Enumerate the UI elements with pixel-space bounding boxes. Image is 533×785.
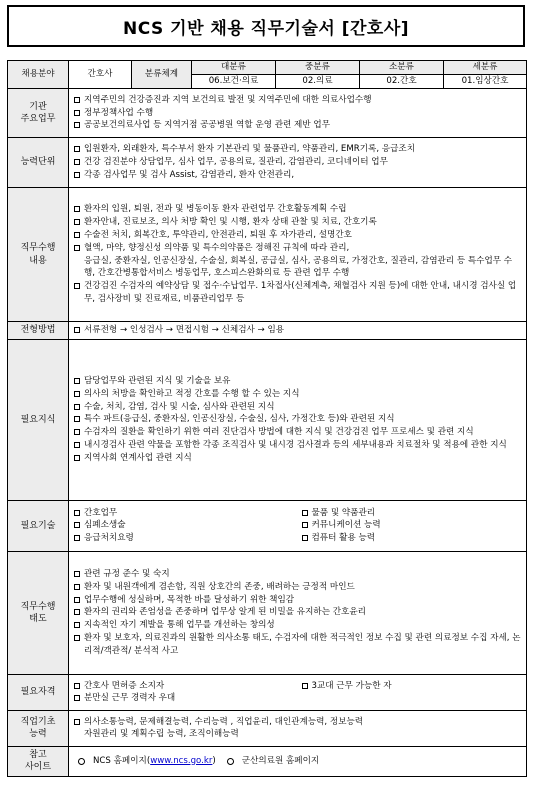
checkbox-icon	[74, 695, 80, 701]
list-item: 컴퓨터 활용 능력	[300, 532, 524, 545]
ability-units-label: 능력단위	[8, 138, 69, 188]
reference-items	[69, 746, 527, 776]
ability-units-items	[69, 138, 527, 188]
list-item: 지역주민의 건강증진과 지역 보건의료 발전 및 지역주민에 대한 의료사업수행	[72, 94, 523, 107]
qualifications-items	[69, 674, 527, 710]
ncs-prefix: NCS 홈페이지(	[93, 755, 151, 766]
list-item: 수술, 처치, 감염, 검사 및 시술, 심사와 관련된 지식	[72, 401, 523, 414]
list-item: 혈액, 마약, 향정신성 의약품 및 특수의약품은 정해진 규칙에 따라 관리, 응급실, 중환자실, 인공신장실, 수술실, 회복실, 공급실, 심사, 공용의료, 가정간호, 질관리, 감염관리 등 특수업무 수행, 간호간병통합서비스 병동업무, 호스피스완화의료 등 관련 업무 수행	[72, 242, 523, 281]
level-minor-value: 02.간호	[360, 75, 444, 89]
list-item: 수검자의 질환을 확인하기 위한 여러 진단검사 방법에 대한 지식 및 건강검진 업무 프로세스 및 관련 지식	[72, 426, 523, 439]
checkbox-icon	[74, 597, 80, 603]
basic-skills-items	[69, 710, 527, 746]
level-detail-label: 세분류	[444, 61, 527, 75]
checkbox-icon	[74, 429, 80, 435]
checkbox-icon	[74, 442, 80, 448]
circle-bullet-icon	[227, 758, 234, 765]
field-label: 채용분야	[8, 61, 69, 89]
checkbox-icon	[74, 683, 80, 689]
list-item: 간호사 면허증 소지자	[72, 680, 296, 693]
main-work-label-text: 기관 주요업무	[20, 101, 56, 124]
reference-label	[8, 746, 69, 776]
level-detail-value: 01.임상간호	[444, 75, 527, 89]
checkbox-icon	[74, 404, 80, 410]
basic-skills-label-text: 직업기초 능력	[20, 717, 56, 740]
list-item: 환자안내, 진료보조, 의사 처방 확인 및 시행, 환자 상태 관찰 및 치료, 간호기록	[72, 216, 523, 229]
skills-label: 필요기술	[8, 500, 69, 551]
qualifications-label: 필요자격	[8, 674, 69, 710]
list-item: 의사의 처방을 확인하고 적정 간호를 수행 할 수 있는 지식	[72, 388, 523, 401]
level-middle-label: 중분류	[276, 61, 360, 75]
checkbox-icon	[74, 584, 80, 590]
list-item: 정부정책사업 수행	[72, 107, 523, 120]
checkbox-icon	[74, 245, 80, 251]
list-item: 각종 검사업무 및 검사 Assist, 감염관리, 환자 안전관리,	[72, 169, 523, 182]
checkbox-icon	[302, 522, 308, 528]
checkbox-icon	[74, 522, 80, 528]
hospital-site[interactable]: 군산의료원 홈페이지	[241, 755, 320, 766]
list-item: 서류전형 → 인성검사 → 면접시험 → 신체검사 → 임용	[72, 324, 523, 337]
checkbox-icon	[302, 535, 308, 541]
list-item: 의사소통능력, 문제해결능력, 수리능력 , 직업윤리, 대인관계능력, 정보능력 자원관리 및 계획수립 능력, 조직이해능력	[72, 716, 523, 742]
checkbox-icon	[74, 327, 80, 333]
classification-label: 분류체계	[132, 61, 192, 89]
attitude-items	[69, 551, 527, 674]
level-major-value: 06.보건·의료	[192, 75, 276, 89]
checkbox-icon	[74, 97, 80, 103]
checkbox-icon	[302, 510, 308, 516]
checkbox-icon	[74, 622, 80, 628]
checkbox-icon	[74, 146, 80, 152]
hiring-process-items	[69, 322, 527, 340]
knowledge-label: 필요지식	[8, 339, 69, 500]
list-item: 환자의 권리와 존엄성을 존중하며 업무상 알게 된 비밀을 유지하는 간호윤리	[72, 606, 523, 619]
checkbox-icon	[74, 635, 80, 641]
attitude-label	[8, 551, 69, 674]
basic-skills-label	[8, 710, 69, 746]
checkbox-icon	[74, 719, 80, 725]
list-item: 물품 및 약품관리	[300, 507, 524, 520]
skills-items	[69, 500, 527, 551]
field-value: 간호사	[69, 61, 132, 89]
checkbox-icon	[74, 609, 80, 615]
list-item: 심폐소생술	[72, 519, 296, 532]
checkbox-icon	[74, 378, 80, 384]
list-item: 환자의 입원, 퇴원, 전과 및 병동이동 환자 관련업무 간호활동계획 수립	[72, 203, 523, 216]
knowledge-items	[69, 339, 527, 500]
level-middle-value: 02.의료	[276, 75, 360, 89]
list-item: 3교대 근무 가능한 자	[300, 680, 524, 693]
job-content-items	[69, 188, 527, 322]
checkbox-icon	[74, 110, 80, 116]
checkbox-icon	[74, 219, 80, 225]
document-title: NCS 기반 채용 직무기술서 [간호사]	[7, 5, 525, 47]
list-item: 관련 규정 준수 및 숙지	[72, 568, 523, 581]
ncs-suffix: )	[212, 755, 216, 766]
list-item: 내시경검사 관련 약물을 포함한 각종 조직검사 및 내시경 검사결과 등의 세부내용과 치료절차 및 적용에 관한 지식	[72, 439, 523, 452]
checkbox-icon	[74, 416, 80, 422]
checkbox-icon	[74, 391, 80, 397]
checkbox-icon	[74, 172, 80, 178]
list-item: 입원환자, 외래환자, 특수부서 환자 기본관리 및 물품관리, 약품관리, EMR기록, 응급조치	[72, 143, 523, 156]
list-item: 환자 및 내원객에게 겸손함, 직원 상호간의 존중, 배려하는 긍정적 마인드	[72, 581, 523, 594]
level-minor-label: 소분류	[360, 61, 444, 75]
ncs-link[interactable]: www.ncs.go.kr	[150, 755, 213, 766]
level-major-label: 대분류	[192, 61, 276, 75]
list-item: 수술전 처치, 회복간호, 투약관리, 안전관리, 퇴원 후 자가관리, 설명간호	[72, 229, 523, 242]
job-content-label	[8, 188, 69, 322]
list-item: 분만실 근무 경력자 우대	[72, 692, 296, 705]
list-item: 간호업무	[72, 507, 296, 520]
main-work-items	[69, 89, 527, 138]
checkbox-icon	[74, 206, 80, 212]
list-item: 공공보건의료사업 등 지역거점 공공병원 역할 운영 관련 제반 업무	[72, 119, 523, 132]
attitude-label-text: 직무수행 태도	[20, 601, 56, 624]
main-work-label	[8, 89, 69, 138]
list-item: 특수 파트(응급실, 중환자실, 인공신장실, 수술실, 심사, 가정간호 등)와 관련된 지식	[72, 413, 523, 426]
list-item: 커뮤니케이션 능력	[300, 519, 524, 532]
checkbox-icon	[74, 455, 80, 461]
checkbox-icon	[74, 571, 80, 577]
checkbox-icon	[74, 283, 80, 289]
list-item: 업무수행에 성실하며, 목적한 바를 달성하기 위한 책임감	[72, 594, 523, 607]
checkbox-icon	[74, 159, 80, 165]
ncs-site	[93, 756, 216, 768]
checkbox-icon	[74, 535, 80, 541]
list-item: 담당업무와 관련된 지식 및 기술을 보유	[72, 375, 523, 388]
checkbox-icon	[74, 510, 80, 516]
job-description-table	[7, 60, 527, 777]
list-item: 환자 및 보호자, 의료진과의 원활한 의사소통 태도, 수검자에 대한 적극적인 정보 수집 및 관련 의료정보 수집 자세, 논리적/객관적/ 분석적 사고	[72, 632, 523, 658]
hiring-process-label: 전형방법	[8, 322, 69, 340]
circle-bullet-icon	[78, 758, 85, 765]
reference-label-text: 참고 사이트	[24, 750, 52, 773]
checkbox-icon	[302, 683, 308, 689]
list-item: 지역사회 연계사업 관련 지식	[72, 452, 523, 465]
list-item: 건강 검진분야 상담업무, 심사 업무, 공용의료, 질관리, 감염관리, 코디네이터 업무	[72, 156, 523, 169]
list-item: 지속적인 자기 계발을 통해 업무를 개선하는 창의성	[72, 619, 523, 632]
job-content-label-text: 직무수행 내용	[20, 243, 56, 266]
checkbox-icon	[74, 232, 80, 238]
checkbox-icon	[74, 122, 80, 128]
list-item: 응급처치요령	[72, 532, 296, 545]
list-item: 건강검진 수검자의 예약상담 및 접수·수납업무. 1차접사(신체계측, 채혈검사 지원 등)에 대한 안내, 내시경 검사실 업무, 검사장비 및 진료재료, 비품관리업무 등	[72, 280, 523, 306]
